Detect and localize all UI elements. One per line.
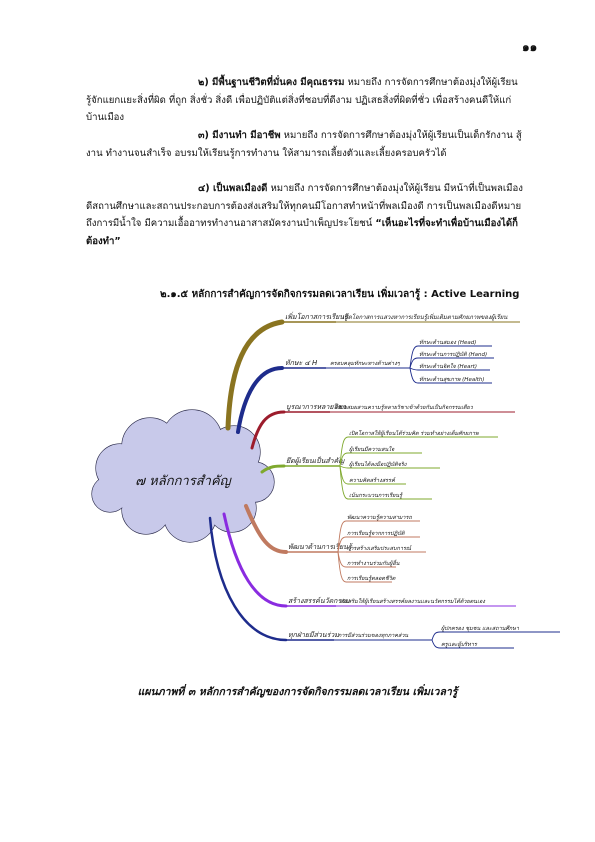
branch-7-sub-2-link [432, 640, 440, 648]
branch-7-label: ทุกฝ่ายมีส่วนร่วม [288, 631, 339, 639]
branch-3-detail: ต้องผสมผสานความรู้หลายวิชาเข้าด้วยกันเป็นกิจกรรมเดียว [334, 405, 473, 411]
branch-3-label: บูรณาการหลายวิชา [286, 403, 347, 411]
branch-1-curve [228, 322, 282, 428]
branch-3 [252, 403, 515, 448]
branch-5-sub-5: การเรียนรู้ตลอดชีวิต [347, 576, 396, 582]
branch-4-sub-4: ความคิดสร้างสรรค์ [349, 478, 395, 484]
branch-4-sub-2: ผู้เรียนมีความสนใจ [349, 447, 395, 453]
paragraph-4-lead: ๔) เป็นพลเมืองดี [198, 183, 268, 194]
paragraph-3-text: หมายถึง การจัดการศึกษาต้องมุ่งให้ผู้เรียนเป็นเด็กรักงาน สู้งาน ทำงานจนสำเร็จ อบรมให้เรียนรู้การทำงาน ให้สามารถเลี้ยงตัวและเลี้ยงครอบครัวได้ [86, 130, 522, 159]
branch-4-sub-5: เน้นกระบวนการเรียนรู้ [349, 493, 403, 499]
branch-2-sub-4: ทักษะด้านสุขภาพ (Health) [419, 377, 485, 383]
branch-2 [238, 339, 494, 432]
branch-4-label: ยึดผู้เรียนเป็นสำคัญ [286, 457, 345, 465]
branch-4 [262, 429, 498, 499]
section-title: ๒.๑.๕ หลักการสำคัญการจัดกิจกรรมลดเวลาเรียน เพิ่มเวลารู้ : Active Learning [160, 289, 520, 300]
branch-7-sub-1-link [432, 632, 440, 640]
branch-7-detail: การมีส่วนร่วมของทุกภาคส่วน [338, 633, 409, 639]
paragraph-2-text: หมายถึง การจัดการศึกษาต้องมุ่งให้ผู้เรียน รู้จักแยกแยะสิ่งที่ผิด ที่ถูก สิ่งชั่ว สิ่งดี เพื่อปฏิบัติแต่สิ่งที่ชอบที่ดีงาม ปฏิเสธสิ่งที่ผิดที่ชั่ว เพื่อสร้างคนดีให้แก่บ้านเมือง [86, 77, 518, 123]
center-label: ๗ หลักการสำคัญ [135, 474, 231, 489]
branch-5-label: พัฒนาด้านการเรียนรู้ [288, 543, 352, 551]
branch-2-sub-3-link [410, 368, 418, 370]
branch-2-label: ทักษะ ๔ H [285, 359, 318, 367]
paragraph-4-text: หมายถึง การจัดการศึกษาต้องมุ่งให้ผู้เรียน มีหน้าที่เป็นพลเมืองดีสถานศึกษาและสถานประกอบการต้องส่งเสริมให้ทุกคนมีโอกาสทำหน้าที่พลเมืองดี การเป็นพลเมืองดีหมายถึงการมีน้ำใจ มีความเอื้ออาทรทำงานอาสาสมัครงานบำเพ็ญประโยชน์ [86, 183, 523, 229]
branch-5-sub-4: การทำงานร่วมกับผู้อื่น [347, 561, 400, 567]
branch-5-sub-1: พัฒนาความรู้ความสามารถ [347, 515, 412, 521]
figure-caption: แผนภาพที่ ๓ หลักการสำคัญของการจัดกิจกรรมลดเวลาเรียน เพิ่มเวลารู้ [137, 686, 458, 698]
branch-2-sub-2: ทักษะด้านการปฏิบัติ (Hand) [419, 352, 488, 358]
branch-2-detail: ครอบคลุมทักษะทางด้านต่างๆ [330, 361, 400, 367]
branch-1-label: เพิ่มโอกาสการเรียนรู้ [285, 313, 348, 321]
branch-6-label: สร้างสรรค์นวัตกรรม [288, 597, 350, 605]
branch-7-sub-2: ครูและผู้บริหาร [441, 642, 477, 648]
paragraph-2-lead: ๒) มีพื้นฐานชีวิตที่มั่นคง มีคุณธรรม [198, 77, 345, 88]
branch-4-sub-3: ผู้เรียนได้ลงมือปฏิบัติจริง [349, 462, 407, 468]
center-cloud [92, 410, 274, 542]
branch-4-sub-1: เปิดโอกาสให้ผู้เรียนได้ร่วมคิด ร่วมทำอย่างเต็มศักยภาพ [349, 431, 479, 437]
branch-6-detail: ส่งเสริมให้ผู้เรียนสร้างสรรค์ผลงานและนวัตกรรมได้ด้วยตนเอง [340, 599, 485, 605]
branch-5 [246, 506, 426, 582]
page-number: ๑๑ [522, 40, 538, 54]
paragraph-3-lead: ๓) มีงานทำ มีอาชีพ [198, 130, 281, 141]
paragraph-4-quote: “เห็นอะไรที่จะทำเพื่อบ้านเมืองได้ก็ต้องทำ” [86, 218, 518, 247]
branch-4-sub-3-link [340, 466, 348, 468]
branch-2-sub-1: ทักษะด้านสมอง (Head) [419, 340, 477, 346]
branch-1-detail: เปิดโอกาสการแสวงหาการเรียนรู้เพิ่มเติมตามศักยภาพของผู้เรียน [342, 314, 508, 321]
branch-5-sub-2: การเรียนรู้จากการปฏิบัติ [347, 531, 405, 537]
branch-6 [224, 514, 516, 606]
branch-7-sub-1: ผู้ปกครอง ชุมชน และสถานศึกษา [441, 626, 519, 632]
branch-5-sub-3: การสร้างเสริมประสบการณ์ [347, 546, 411, 552]
branch-2-curve [238, 368, 282, 432]
branch-2-sub-3: ทักษะด้านจิตใจ (Heart) [419, 364, 478, 370]
